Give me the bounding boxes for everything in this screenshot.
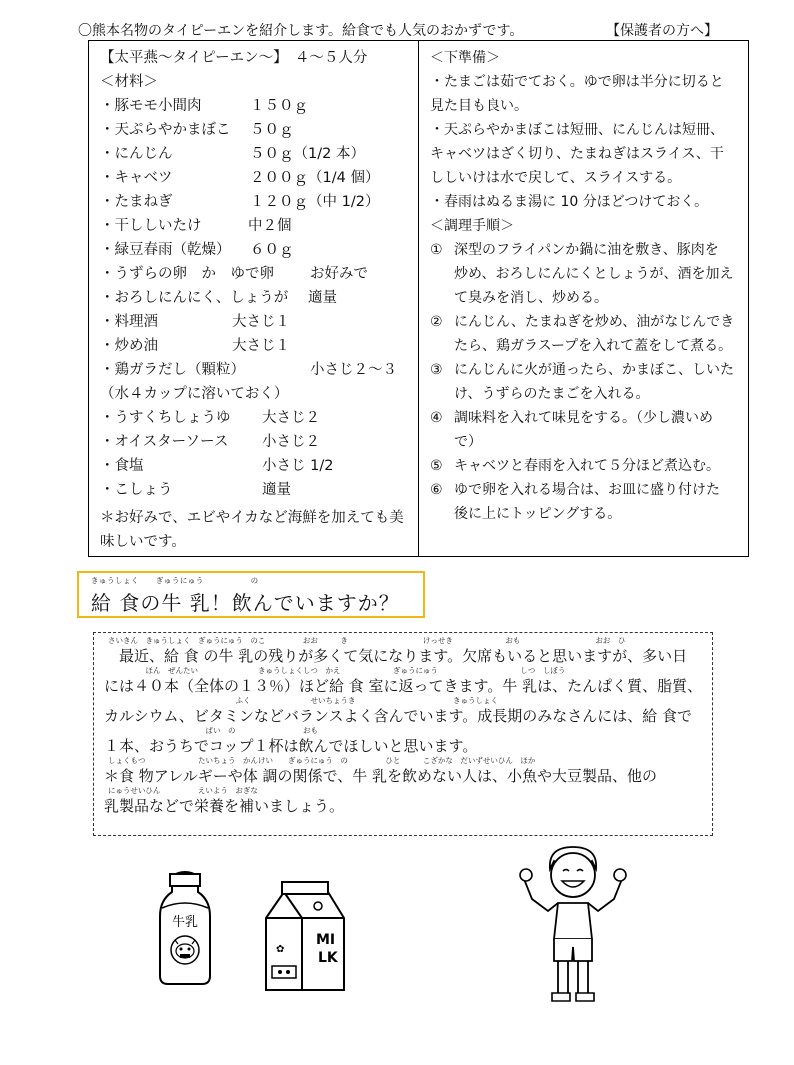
carton-label-top: MI [316,932,336,948]
ingredient-qty: 適量 [262,482,291,498]
prep-header: ＜下準備＞ [430,50,500,66]
prep-line: ししいけは水で戻して、スライスする。 [430,170,682,186]
ruby-line: ほん ぜんたい きゅうしょくしつ かえ ぎゅうにゅう しつ しぼう [108,666,566,675]
ingredient-row [100,142,365,166]
ingredient-row [100,310,290,334]
ingredient-row [100,454,334,478]
ingredient-name: ・オイスターソース [100,434,229,450]
ingredient-qty: 適量 [308,290,337,306]
title-ruby-gyunyu: ぎゅうにゅう [155,576,204,585]
milk-message-line: 最近、給 食 の牛 乳の残りが多くて気になります。欠席もいると思いますが、多い日 [104,647,688,665]
ruby-line: にゅうせいひん えいよう おぎな [108,786,258,795]
step-text: たら、鶏ガラスープを入れて蓋をして煮る。 [454,338,733,354]
carton-label-bottom: LK [318,950,338,966]
step-text: ゆで卵を入れる場合は、お皿に盛り付けた [454,482,720,498]
milk-message-line: には４０本（全体の１３％）ほど給 食 室に返ってきます。牛 乳は、たんぱく質、脂質、 [104,677,703,695]
ingredient-qty: 中２個 [248,218,292,234]
parent-note: 【保護者の方へ】 [606,23,718,39]
ingredient-qty: ２００ｇ（1/4 個） [250,170,380,186]
ingredients-column [100,46,415,556]
ingredient-row [100,214,292,238]
steps-header: ＜調理手順＞ [430,218,514,234]
ingredient-row [100,478,291,502]
ingredient-row [100,406,320,430]
step-number: ⑤ [430,458,443,474]
ingredient-name: ・うずらの卵 か ゆで卵 [100,266,274,282]
boy-illustration [518,843,628,1005]
recipe-title: 【太平燕～タイピーエン～】 ４～５人分 [100,50,368,66]
ingredient-name: ・料理酒 [100,314,158,330]
prep-line: 見た目も良い。 [430,98,528,114]
ingredient-name: ・天ぷらやかまぼこ [100,122,231,138]
ingredient-qty: お好みで [310,266,368,282]
recipe-note-line2: 味しいです。 [100,534,186,550]
ingredient-row [100,262,368,286]
ingredient-name: ・うすくちしょうゆ [100,410,231,426]
ingredient-name: ・緑豆春雨（乾燥） [100,242,231,258]
ruby-line: しょくもつ たいちょう かんけい ぎゅうにゅう の ひと こざかな だいずせいひん ほか [108,756,536,765]
ingredient-row [100,334,290,358]
ingredient-row [100,118,294,142]
step-text: キャベツと春雨を入れて５分ほど煮込む。 [454,458,720,474]
ingredient-qty: １５０ｇ [250,98,308,114]
ingredient-name: ・おろしにんにく、しょうが [100,290,289,306]
milk-title-box [77,571,425,618]
intro-text: 〇熊本名物のタイピーエンを紹介します。給食でも人気のおかずです。 [78,23,524,39]
step-text: け、うずらのたまごを入れる。 [454,386,650,402]
prep-line: ・春雨はぬるま湯に 10 分ほどつけておく。 [430,194,709,210]
ingredient-qty: 大さじ２ [262,410,320,426]
ingredient-name: ・炒め油 [100,338,158,354]
materials-header: ＜材料＞ [100,74,158,90]
milk-message-line: ＊食 物アレルギーや体 調の関係で、牛 乳を飲めない人は、小魚や大豆製品、他の [104,767,658,785]
ingredient-row [100,382,288,406]
ingredient-qty: 大さじ１ [232,338,290,354]
ingredient-name: ・干ししいたけ [100,218,202,234]
milk-title: 給 食の牛 乳！飲んでいますか？ [91,591,400,615]
step-number: ① [430,242,443,258]
step-text: 深型のフライパンか鍋に油を敷き、豚肉を [454,242,719,258]
ingredient-qty: ６０ｇ [250,242,294,258]
ingredient-row [100,190,380,214]
milk-message-line: １本、おうちでコップ１杯は飲んでほしいと思います。 [104,737,478,755]
ingredient-qty: ５０ｇ [250,122,294,138]
ingredient-qty: ５０ｇ（1/2 本） [250,146,365,162]
step-text: にんじんに火が通ったら、かまぼこ、しいた [454,362,734,378]
preparation-column [430,46,748,556]
bottle-label: 牛乳 [171,915,199,930]
ingredient-name: ・たまねぎ [100,194,173,210]
prep-line: キャベツはざく切り、たまねぎはスライス、干 [430,146,724,162]
ingredient-row [100,358,397,382]
ingredient-qty: １２０ｇ（中 1/2） [250,194,380,210]
intro-line [78,20,718,40]
column-divider [418,40,419,557]
milk-message-line: カルシウム、ビタミンなどバランスよく含んでいます。成長期のみなさんには、給 食で [104,707,693,725]
title-ruby-kyushoku: きゅうしょく [91,576,139,585]
title-ruby-no: の [250,576,259,585]
step-text: 調味料を入れて味見をする。（少し濃いめ [454,410,713,426]
ingredient-name: ・食塩 [100,458,144,474]
milk-bottle-illustration [150,868,220,988]
ingredient-name: ・キャベツ [100,170,173,186]
step-number: ② [430,314,443,330]
step-text: にんじん、たまねぎを炒め、油がなじんでき [454,314,735,330]
milk-message-box [93,632,713,836]
prep-line: ・天ぷらやかまぼこは短冊、にんじんは短冊、 [430,122,724,138]
ingredient-qty: 大さじ１ [232,314,290,330]
ingredient-row [100,238,294,262]
ingredient-row [100,166,380,190]
step-number: ③ [430,362,443,378]
flower-icon: ✿ [276,944,285,955]
step-text: で） [454,434,482,450]
ingredient-row [100,286,337,310]
milk-message-line: 乳製品などで栄養を補いましょう。 [104,797,345,815]
ingredient-qty: 小さじ 1/2 [262,458,334,474]
ruby-line: ぱい の おも [108,726,318,735]
step-text: て臭みを消し、炒める。 [454,290,608,306]
ingredient-qty: 小さじ２ [262,434,320,450]
step-text: 後に上にトッピングする。 [454,506,622,522]
milk-carton-illustration [254,880,354,1000]
ruby-line: さいきん きゅうしょく ぎゅうにゅう のこ おお き けっせき おも おお ひ [108,636,626,645]
step-number: ④ [430,410,443,426]
ingredient-name: ・こしょう [100,482,173,498]
ingredient-name: ・にんじん [100,146,173,162]
ingredient-qty: 小さじ２～３ [310,362,397,378]
prep-line: ・たまごは茹でておく。ゆで卵は半分に切ると [430,74,724,90]
step-text: 炒め、おろしにんにくとしょうが、酒を加え [454,266,734,282]
title-ruby [91,575,259,586]
ruby-line: ふく せいちょうき きゅうしょく [108,696,498,705]
recipe-note-line1: ＊お好みで、エビやイカなど海鮮を加えても美 [100,510,404,526]
step-number: ⑥ [430,482,443,498]
ingredient-row [100,430,320,454]
ingredient-name: （水４カップに溶いておく） [100,386,289,402]
ingredient-name: ・豚モモ小間肉 [100,98,202,114]
ingredient-row [100,94,308,118]
ingredient-name: ・鶏ガラだし（顆粒） [100,362,245,378]
